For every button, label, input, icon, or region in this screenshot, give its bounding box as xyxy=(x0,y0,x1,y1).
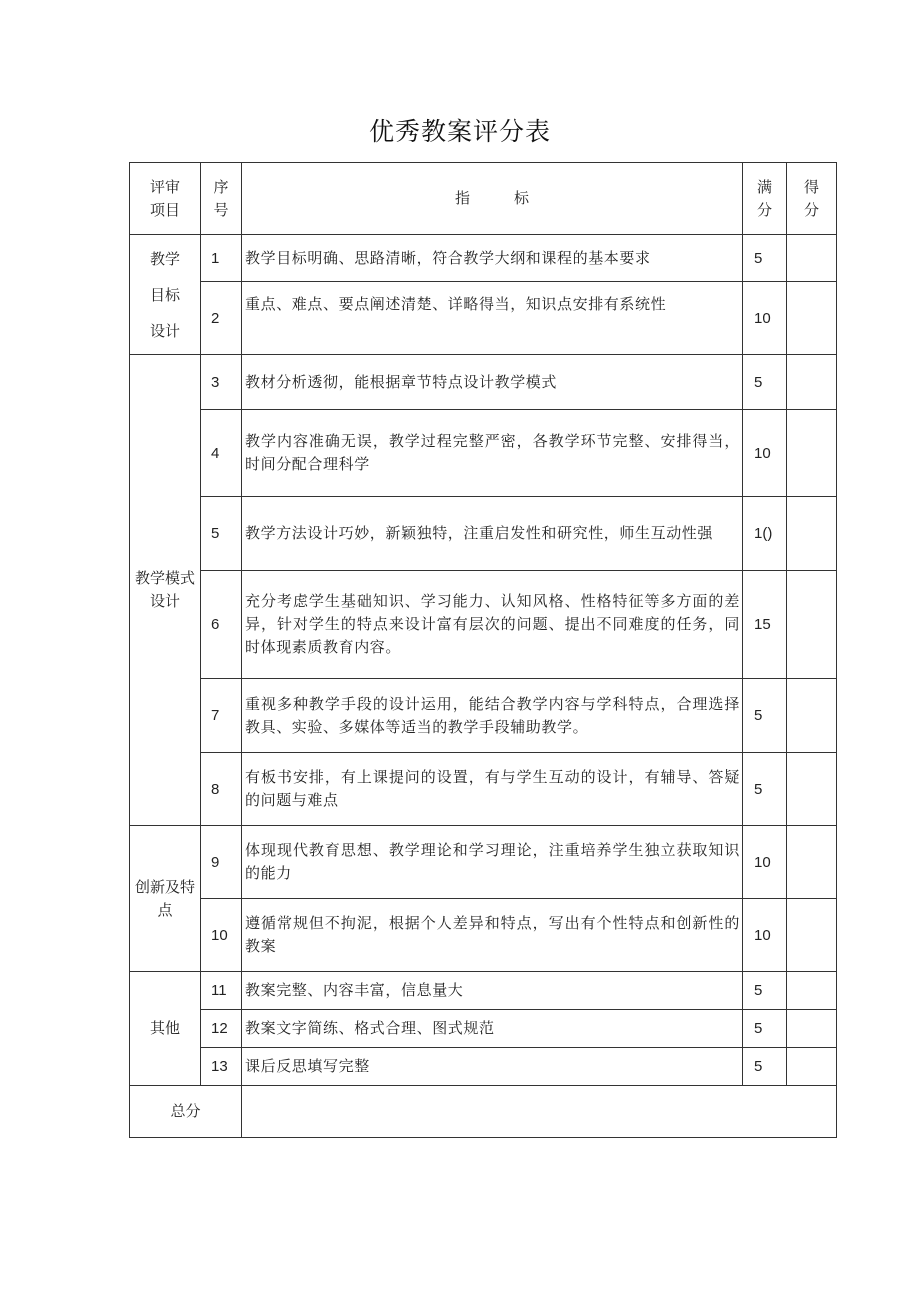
header-row xyxy=(130,163,837,235)
score-table xyxy=(129,162,837,1138)
indicator-cell: 教案完整、内容丰富，信息量大 xyxy=(242,972,743,1010)
table-row xyxy=(130,571,837,679)
table-row xyxy=(130,1010,837,1048)
indicator-cell: 充分考虑学生基础知识、学习能力、认知风格、性格特征等多方面的差异，针对学生的特点来设计富有层次的问题、提出不同难度的任务，同时体现素质教育内容。 xyxy=(242,571,743,679)
seq-cell: 1 xyxy=(201,235,242,282)
indicator-cell: 教学方法设计巧妙，新颖独特，注重启发性和研究性，师生互动性强 xyxy=(242,497,743,571)
seq-cell: 13 xyxy=(201,1048,242,1086)
score-input-cell[interactable] xyxy=(787,826,837,899)
seq-cell: 3 xyxy=(201,355,242,410)
indicator-cell: 课后反思填写完整 xyxy=(242,1048,743,1086)
max-score-cell: 10 xyxy=(743,899,787,972)
table-row xyxy=(130,355,837,410)
indicator-cell: 遵循常规但不拘泥，根据个人差异和特点，写出有个性特点和创新性的教案 xyxy=(242,899,743,972)
category-mode-design xyxy=(130,355,201,826)
seq-cell: 4 xyxy=(201,410,242,497)
score-input-cell[interactable] xyxy=(787,1010,837,1048)
indicator-cell: 教材分析透彻，能根据章节特点设计教学模式 xyxy=(242,355,743,410)
header-got-line2: 分 xyxy=(803,200,819,219)
table-row xyxy=(130,282,837,355)
header-got-line1: 得 xyxy=(803,177,819,196)
header-category xyxy=(130,163,201,235)
indicator-cell: 体现现代教育思想、教学理论和学习理论，注重培养学生独立获取知识的能力 xyxy=(242,826,743,899)
seq-cell: 2 xyxy=(201,282,242,355)
table-row xyxy=(130,410,837,497)
indicator-cell: 重视多种教学手段的设计运用，能结合教学内容与学科特点，合理选择教具、实验、多媒体等适当的教学手段辅助教学。 xyxy=(242,679,743,753)
seq-cell: 6 xyxy=(201,571,242,679)
header-got xyxy=(787,163,837,235)
header-category-line2: 项目 xyxy=(149,200,180,219)
total-input-cell[interactable] xyxy=(242,1086,837,1138)
score-input-cell[interactable] xyxy=(787,1048,837,1086)
max-score-cell: 15 xyxy=(743,571,787,679)
header-indicator-a: 指 xyxy=(454,189,470,207)
seq-cell: 12 xyxy=(201,1010,242,1048)
table-row xyxy=(130,1048,837,1086)
score-input-cell[interactable] xyxy=(787,235,837,282)
max-score-cell: 10 xyxy=(743,410,787,497)
seq-cell: 9 xyxy=(201,826,242,899)
page-title: 优秀教案评分表 xyxy=(368,117,551,146)
header-indicator xyxy=(242,163,743,235)
category-goal-design xyxy=(130,235,201,355)
score-input-cell[interactable] xyxy=(787,497,837,571)
header-indicator-b: 标 xyxy=(514,189,530,207)
score-input-cell[interactable] xyxy=(787,753,837,826)
score-input-cell[interactable] xyxy=(787,899,837,972)
category-goal-line2: 目标 xyxy=(149,285,180,304)
category-mode-line1: 教学模式 xyxy=(134,569,195,587)
header-category-line1: 评审 xyxy=(149,177,180,196)
score-input-cell[interactable] xyxy=(787,410,837,497)
max-score-cell: 5 xyxy=(743,972,787,1010)
category-other: 其他 xyxy=(130,972,201,1086)
indicator-cell: 教案文字简练、格式合理、图式规范 xyxy=(242,1010,743,1048)
max-score-cell: 10 xyxy=(743,282,787,355)
category-mode-line2: 设计 xyxy=(149,592,180,610)
score-input-cell[interactable] xyxy=(787,972,837,1010)
score-input-cell[interactable] xyxy=(787,282,837,355)
seq-cell: 7 xyxy=(201,679,242,753)
indicator-cell: 教学目标明确、思路清晰，符合教学大纲和课程的基本要求 xyxy=(242,235,743,282)
max-score-cell: 5 xyxy=(743,1048,787,1086)
header-seq-line2: 号 xyxy=(213,200,229,219)
header-seq xyxy=(201,163,242,235)
seq-cell: 11 xyxy=(201,972,242,1010)
table-row xyxy=(130,826,837,899)
category-innovation-line1: 创新及特 xyxy=(134,877,195,896)
indicator-cell: 有板书安排，有上课提问的设置，有与学生互动的设计，有辅导、答疑的问题与难点 xyxy=(242,753,743,826)
score-input-cell[interactable] xyxy=(787,679,837,753)
table-row xyxy=(130,753,837,826)
total-label: 总分 xyxy=(130,1086,242,1138)
table-row xyxy=(130,972,837,1010)
header-max-line1: 满 xyxy=(756,177,772,196)
indicator-cell: 重点、难点、要点阐述清楚、详略得当，知识点安排有系统性 xyxy=(242,282,743,355)
max-score-cell: 1() xyxy=(743,497,787,571)
max-score-cell: 10 xyxy=(743,826,787,899)
seq-cell: 8 xyxy=(201,753,242,826)
header-max xyxy=(743,163,787,235)
max-score-cell: 5 xyxy=(743,753,787,826)
table-row xyxy=(130,497,837,571)
table-row xyxy=(130,899,837,972)
max-score-cell: 5 xyxy=(743,235,787,282)
header-max-line2: 分 xyxy=(756,200,772,219)
seq-cell: 5 xyxy=(201,497,242,571)
max-score-cell: 5 xyxy=(743,355,787,410)
category-innovation xyxy=(130,826,201,972)
header-seq-line1: 序 xyxy=(213,177,229,196)
total-row xyxy=(130,1086,837,1138)
category-goal-line1: 教学 xyxy=(149,249,180,268)
max-score-cell: 5 xyxy=(743,1010,787,1048)
category-goal-line3: 设计 xyxy=(149,321,180,340)
category-innovation-line2: 点 xyxy=(157,900,173,919)
max-score-cell: 5 xyxy=(743,679,787,753)
score-input-cell[interactable] xyxy=(787,355,837,410)
table-row xyxy=(130,679,837,753)
seq-cell: 10 xyxy=(201,899,242,972)
score-input-cell[interactable] xyxy=(787,571,837,679)
indicator-cell: 教学内容准确无误，教学过程完整严密，各教学环节完整、安排得当，时间分配合理科学 xyxy=(242,410,743,497)
table-row xyxy=(130,235,837,282)
